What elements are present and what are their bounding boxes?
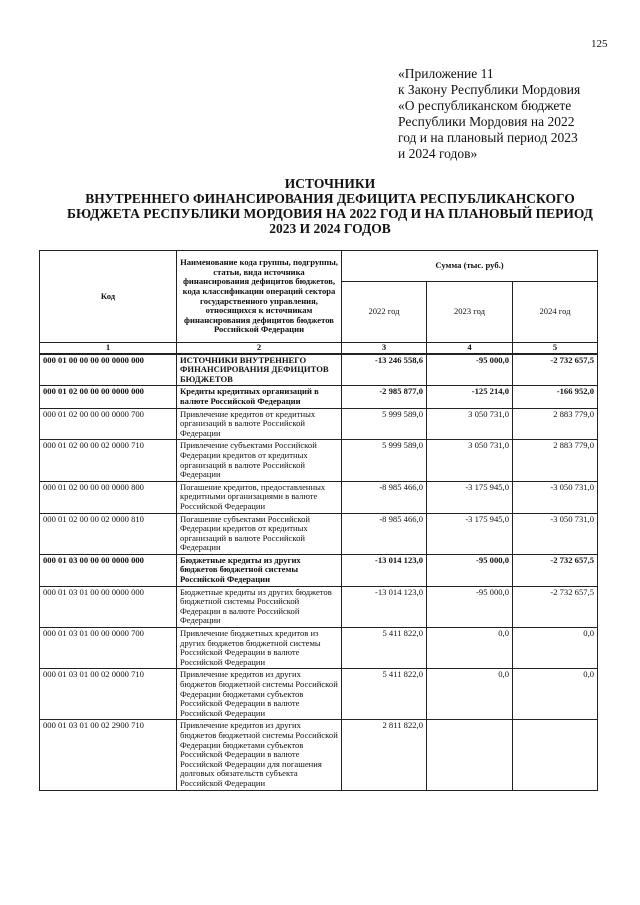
amount-2022-cell: -13 246 558,6 bbox=[342, 354, 427, 386]
amount-2022-cell: 5 999 589,0 bbox=[342, 408, 427, 440]
amount-2024-cell: 0,0 bbox=[513, 628, 598, 669]
amount-2024-cell bbox=[513, 720, 598, 790]
column-number: 2 bbox=[177, 343, 342, 354]
name-cell: Погашение субъектами Российской Федерации кредитов от кредитных организаций в валюте Российской Федерации bbox=[177, 513, 342, 554]
appendix-line: «Приложение 11 bbox=[398, 66, 494, 81]
table-body bbox=[40, 354, 598, 790]
header-2022: 2022 год bbox=[342, 282, 427, 343]
amount-2023-cell: -3 175 945,0 bbox=[427, 481, 513, 513]
header-code: Код bbox=[40, 251, 177, 343]
title-line: 2023 И 2024 ГОДОВ bbox=[269, 221, 391, 236]
title-line: ВНУТРЕННЕГО ФИНАНСИРОВАНИЯ ДЕФИЦИТА РЕСПУБЛИКАНСКОГО bbox=[85, 191, 575, 206]
name-cell: Бюджетные кредиты из других бюджетов бюджетной системы Российской Федерации bbox=[177, 554, 342, 586]
amount-2022-cell: -2 985 877,0 bbox=[342, 386, 427, 408]
appendix-line: «О республиканском бюджете bbox=[398, 98, 572, 113]
column-number: 4 bbox=[427, 343, 513, 354]
amount-2024-cell: 2 883 779,0 bbox=[513, 440, 598, 481]
header-2024: 2024 год bbox=[513, 282, 598, 343]
amount-2023-cell bbox=[427, 720, 513, 790]
amount-2023-cell: -3 175 945,0 bbox=[427, 513, 513, 554]
amount-2024-cell: 0,0 bbox=[513, 669, 598, 720]
name-cell: Привлечение кредитов из других бюджетов бюджетной системы Российской Федерации бюджетами субъектов Российской Федерации в валюте Российской Федерации bbox=[177, 669, 342, 720]
name-cell: Привлечение кредитов от кредитных организаций в валюте Российской Федерации bbox=[177, 408, 342, 440]
amount-2022-cell: -8 985 466,0 bbox=[342, 481, 427, 513]
amount-2022-cell: -8 985 466,0 bbox=[342, 513, 427, 554]
code-cell: 000 01 02 00 00 00 0000 700 bbox=[40, 408, 177, 440]
appendix-line: и 2024 годов» bbox=[398, 146, 478, 161]
column-number-row bbox=[40, 343, 598, 354]
appendix-line: Республики Мордовия на 2022 bbox=[398, 114, 575, 129]
name-cell: Привлечение субъектами Российской Федерации кредитов от кредитных организаций в валюте Российской Федерации bbox=[177, 440, 342, 481]
header-name: Наименование кода группы, подгруппы, статьи, вида источника финансирования дефицитов бюджетов, кода классификации операций сектора государственного управления, относящихся к источникам финансирования дефицитов бюджетов Российской Федерации bbox=[177, 251, 342, 343]
appendix-note bbox=[398, 66, 628, 162]
amount-2024-cell: -2 732 657,5 bbox=[513, 554, 598, 586]
amount-2023-cell: 0,0 bbox=[427, 669, 513, 720]
code-cell: 000 01 02 00 00 02 0000 810 bbox=[40, 513, 177, 554]
header-sum: Сумма (тыс. руб.) bbox=[342, 251, 598, 282]
amount-2023-cell: 3 050 731,0 bbox=[427, 440, 513, 481]
amount-2024-cell: -166 952,0 bbox=[513, 386, 598, 408]
page-number: 125 bbox=[591, 38, 608, 50]
amount-2023-cell: -95 000,0 bbox=[427, 354, 513, 386]
column-number: 3 bbox=[342, 343, 427, 354]
table-row bbox=[40, 440, 598, 481]
code-cell: 000 01 03 01 00 02 0000 710 bbox=[40, 669, 177, 720]
amount-2022-cell: -13 014 123,0 bbox=[342, 554, 427, 586]
amount-2023-cell: 0,0 bbox=[427, 628, 513, 669]
table-row bbox=[40, 386, 598, 408]
code-cell: 000 01 03 00 00 00 0000 000 bbox=[40, 554, 177, 586]
code-cell: 000 01 02 00 00 02 0000 710 bbox=[40, 440, 177, 481]
code-cell: 000 01 02 00 00 00 0000 000 bbox=[40, 386, 177, 408]
amount-2022-cell: 2 811 822,0 bbox=[342, 720, 427, 790]
name-cell: Погашение кредитов, предоставленных кредитными организациями в валюте Российской Федерации bbox=[177, 481, 342, 513]
amount-2023-cell: 3 050 731,0 bbox=[427, 408, 513, 440]
name-cell: Кредиты кредитных организаций в валюте Российской Федерации bbox=[177, 386, 342, 408]
table-row bbox=[40, 628, 598, 669]
appendix-line: год и на плановый период 2023 bbox=[398, 130, 578, 145]
amount-2022-cell: 5 411 822,0 bbox=[342, 628, 427, 669]
title-line: БЮДЖЕТА РЕСПУБЛИКИ МОРДОВИЯ НА 2022 ГОД И НА ПЛАНОВЫЙ ПЕРИОД bbox=[67, 206, 593, 221]
table-row bbox=[40, 720, 598, 790]
name-cell: Привлечение бюджетных кредитов из других бюджетов бюджетной системы Российской Федерации в валюте Российской Федерации bbox=[177, 628, 342, 669]
name-cell: ИСТОЧНИКИ ВНУТРЕННЕГО ФИНАНСИРОВАНИЯ ДЕФИЦИТОВ БЮДЖЕТОВ bbox=[177, 354, 342, 386]
amount-2024-cell: 2 883 779,0 bbox=[513, 408, 598, 440]
table-row bbox=[40, 408, 598, 440]
column-number: 1 bbox=[40, 343, 177, 354]
document-title bbox=[20, 176, 640, 236]
code-cell: 000 01 03 01 00 02 2900 710 bbox=[40, 720, 177, 790]
title-line: ИСТОЧНИКИ bbox=[284, 176, 376, 191]
table-row bbox=[40, 669, 598, 720]
code-cell: 000 01 03 01 00 00 0000 700 bbox=[40, 628, 177, 669]
amount-2024-cell: -2 732 657,5 bbox=[513, 586, 598, 627]
table-row bbox=[40, 354, 598, 386]
amount-2023-cell: -95 000,0 bbox=[427, 586, 513, 627]
name-cell: Бюджетные кредиты из других бюджетов бюджетной системы Российской Федерации в валюте Российской Федерации bbox=[177, 586, 342, 627]
amount-2024-cell: -3 050 731,0 bbox=[513, 513, 598, 554]
name-cell: Привлечение кредитов из других бюджетов бюджетной системы Российской Федерации бюджетами субъектов Российской Федерации в валюте Российской Федерации для погашения долговых обязательств субъекта Российской Федерации bbox=[177, 720, 342, 790]
financing-sources-table bbox=[39, 250, 598, 791]
amount-2022-cell: -13 014 123,0 bbox=[342, 586, 427, 627]
header-2023: 2023 год bbox=[427, 282, 513, 343]
amount-2022-cell: 5 411 822,0 bbox=[342, 669, 427, 720]
amount-2023-cell: -95 000,0 bbox=[427, 554, 513, 586]
table-row bbox=[40, 481, 598, 513]
code-cell: 000 01 03 01 00 00 0000 000 bbox=[40, 586, 177, 627]
amount-2024-cell: -3 050 731,0 bbox=[513, 481, 598, 513]
amount-2022-cell: 5 999 589,0 bbox=[342, 440, 427, 481]
table-row bbox=[40, 586, 598, 627]
code-cell: 000 01 00 00 00 00 0000 000 bbox=[40, 354, 177, 386]
table-row bbox=[40, 554, 598, 586]
amount-2023-cell: -125 214,0 bbox=[427, 386, 513, 408]
appendix-line: к Закону Республики Мордовия bbox=[398, 82, 581, 97]
amount-2024-cell: -2 732 657,5 bbox=[513, 354, 598, 386]
table-row bbox=[40, 513, 598, 554]
code-cell: 000 01 02 00 00 00 0000 800 bbox=[40, 481, 177, 513]
column-number: 5 bbox=[513, 343, 598, 354]
